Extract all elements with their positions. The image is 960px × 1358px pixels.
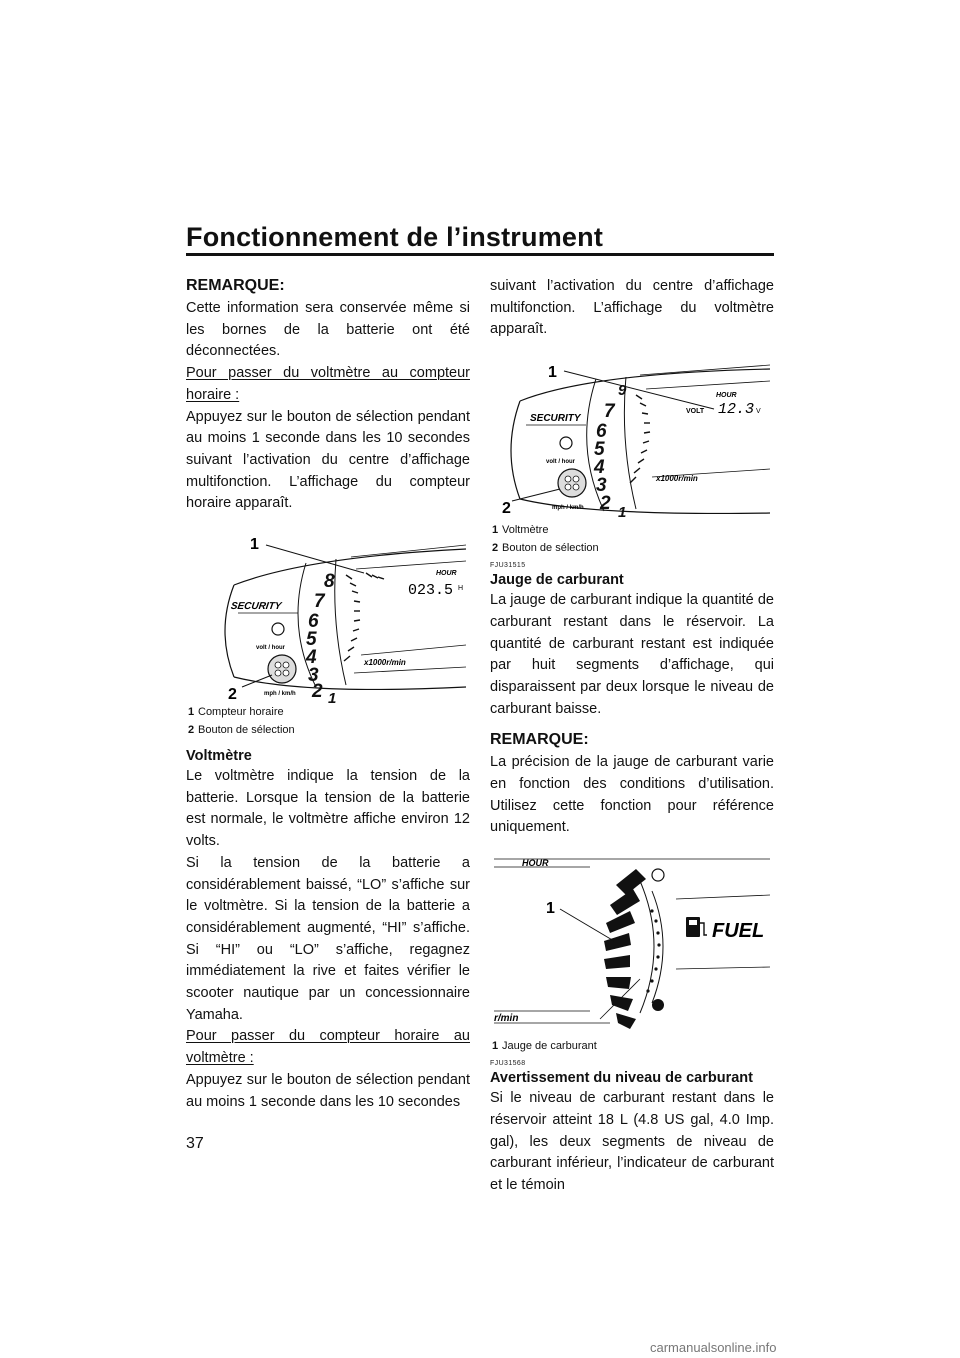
select-button-icon[interactable] — [268, 655, 296, 683]
right-column — [490, 276, 774, 1197]
svg-text:1: 1 — [328, 690, 337, 704]
fuel-empty-icon — [652, 999, 664, 1011]
switch-to-hour-text: Appuyez sur le bouton de sélection pendant au moins 1 seconde dans les 10 secondes suivant l’activation du centre d’affichage multifonction. L’affichage du compteur horaire apparaît. — [186, 408, 470, 512]
section-code: FJU31568 — [490, 1060, 526, 1068]
rpm-label: r/min — [494, 1013, 519, 1025]
warning-title: Avertissement du niveau de carburant — [490, 1070, 753, 1087]
fuel-full-icon — [652, 869, 664, 881]
svg-text:5: 5 — [594, 439, 605, 461]
svg-text:1: 1 — [618, 504, 627, 522]
button-bottom-label: mph / km/h — [552, 505, 584, 512]
header-rule — [186, 253, 774, 256]
indicator-circle-icon — [560, 437, 572, 449]
callout-1: 1 — [548, 364, 557, 382]
switch-to-hour-heading: Pour passer du voltmètre au compteur horaire : — [186, 365, 470, 403]
svg-text:5: 5 — [306, 629, 317, 651]
svg-text:9: 9 — [618, 382, 627, 400]
fuel-label: FUEL — [712, 920, 765, 943]
instrument-panel-illustration — [186, 527, 470, 703]
hour-label: HOUR — [716, 392, 737, 400]
voltmeter-title: Voltmètre — [186, 748, 252, 765]
note-title: REMARQUE: — [186, 277, 285, 294]
svg-text:3: 3 — [308, 665, 319, 687]
svg-text:2: 2 — [312, 681, 323, 703]
svg-text:6: 6 — [308, 611, 319, 633]
callout-1: 1 — [250, 536, 259, 554]
warning-text: Si le niveau de carburant restant dans le réservoir atteint 18 L (4.8 US gal, 4.0 Imp. gal), les deux segments de niveau de carburant inférieur, l’indicateur de carburant et le témoin — [490, 1090, 774, 1193]
hour-value: 023.5 — [408, 582, 454, 600]
fuel-gauge-illustration — [490, 851, 774, 1037]
legend-item: 1 Jauge de carburant — [492, 1040, 597, 1053]
continued-text: suivant l’activation du centre d’affichage multifonction. L’affichage du voltmètre apparaît. — [490, 278, 774, 338]
left-column — [186, 276, 470, 1113]
figure1-legend — [188, 703, 470, 739]
volt-value: 12.3 — [718, 401, 755, 419]
figure3-legend — [492, 1037, 774, 1055]
svg-text:4: 4 — [594, 457, 605, 479]
svg-text:7: 7 — [314, 591, 325, 613]
note-text: Cette information sera conservée même si les bornes de la batterie ont été déconnectées. — [186, 300, 470, 360]
legend-item: 1 Voltmètre — [492, 524, 549, 537]
callout-2: 2 — [228, 686, 237, 704]
fuel-segments — [604, 869, 646, 1029]
rpm-label: x1000r/min — [364, 658, 406, 668]
rpm-label: x1000r/min — [656, 474, 698, 484]
figure-hour-meter — [186, 527, 470, 703]
fuel-pump-icon — [686, 917, 707, 937]
section-code: FJU31515 — [490, 562, 526, 570]
instrument-panel-illustration — [490, 351, 774, 521]
hour-label: HOUR — [436, 570, 457, 578]
watermark: carmanualsonline.info — [650, 1340, 777, 1355]
hour-label: HOUR — [522, 858, 549, 869]
figure2-legend — [492, 521, 774, 557]
svg-text:7: 7 — [604, 401, 615, 423]
figure-voltmeter — [490, 351, 774, 521]
svg-text:8: 8 — [324, 571, 335, 593]
button-top-label: volt / hour — [546, 459, 575, 466]
legend-item: 2 Bouton de sélection — [188, 724, 295, 737]
hour-unit: H — [458, 585, 464, 593]
callout-1: 1 — [546, 900, 555, 918]
figure-fuel-gauge — [490, 851, 774, 1037]
page-number: 37 — [186, 1135, 204, 1152]
note-title: REMARQUE: — [490, 731, 589, 749]
voltmeter-text-2: Si la tension de la batterie a considérablement baissé, “LO” s’affiche sur le voltmètre. Si la tension de la batterie a considérablement augmenté, “HI” s’affiche. Si “HI” ou “LO” s’affiche, regagnez immédiatement la rive et faites vérifier le scooter nautique par un concessionnaire Yamaha. — [186, 854, 470, 1023]
security-label: SECURITY — [230, 601, 283, 613]
button-bottom-label: mph / km/h — [264, 691, 296, 698]
callout-2: 2 — [502, 500, 511, 518]
svg-text:4: 4 — [306, 647, 317, 669]
svg-text:2: 2 — [600, 493, 611, 515]
page-title: Fonctionnement de l’instrument — [186, 222, 604, 252]
switch-to-volt-heading: Pour passer du compteur horaire au voltmètre : — [186, 1028, 470, 1067]
fuel-text: La jauge de carburant indique la quantité de carburant restant dans le réservoir. La quantité de carburant restant est indiquée par huit segments d’affichage, qui disparaissent par deux lorsque le niveau de carburant baisse. — [490, 592, 774, 717]
volt-label: VOLT — [686, 408, 705, 416]
legend-item: 1 Compteur horaire — [188, 706, 284, 719]
fuel-title: Jauge de carburant — [490, 572, 624, 589]
svg-text:6: 6 — [596, 421, 607, 443]
note-text: La précision de la jauge de carburant varie en fonction des conditions d’utilisation. Utilisez cette fonction pour référence uniquement. — [490, 754, 774, 836]
voltmeter-text: Le voltmètre indique la tension de la batterie. Lorsque la tension de la batterie est normale, le voltmètre affiche environ 12 volts. — [186, 768, 470, 850]
indicator-circle-icon — [272, 623, 284, 635]
select-button-icon[interactable] — [558, 469, 586, 497]
switch-to-volt-text: Appuyez sur le bouton de sélection pendant au moins 1 seconde dans les 10 secondes — [186, 1071, 470, 1110]
button-top-label: volt / hour — [256, 645, 285, 652]
volt-unit: V — [756, 408, 761, 416]
security-label: SECURITY — [530, 413, 581, 425]
legend-item: 2 Bouton de sélection — [492, 542, 599, 555]
svg-text:3: 3 — [596, 475, 607, 497]
